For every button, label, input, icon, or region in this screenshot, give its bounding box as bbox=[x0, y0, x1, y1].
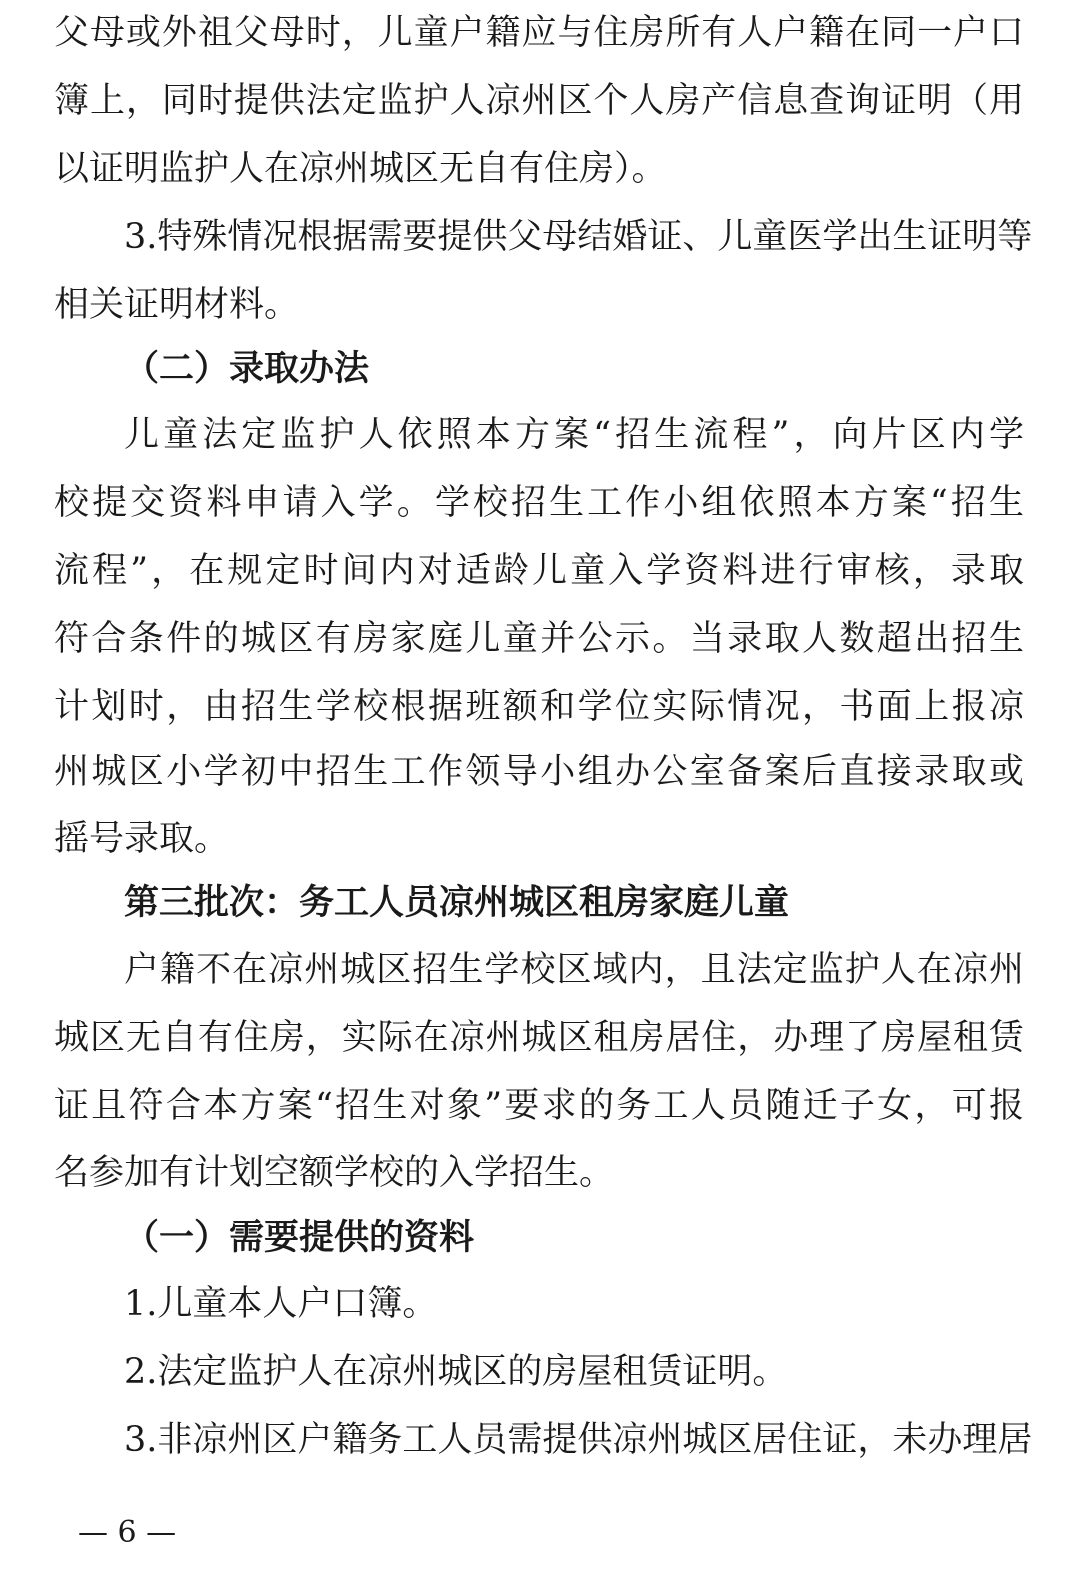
text-line: 儿童法定监护人依照本方案“招生流程”，向片区内学 bbox=[124, 415, 1024, 455]
text-line: 州城区小学初中招生工作领导小组办公室备案后直接录取或 bbox=[54, 752, 1024, 792]
list-item: 2.法定监护人在凉州城区的房屋租赁证明。 bbox=[124, 1352, 788, 1392]
page-number: — 6 — bbox=[78, 1515, 177, 1550]
text-line: 父母或外祖父母时，儿童户籍应与住房所有人户籍在同一户口 bbox=[54, 13, 1024, 53]
batch-heading: 第三批次：务工人员凉州城区租房家庭儿童 bbox=[124, 882, 790, 923]
text-line: 以证明监护人在凉州城区无自有住房）。 bbox=[54, 149, 667, 189]
text-line: 摇号录取。 bbox=[54, 819, 230, 859]
section-heading: （一）需要提供的资料 bbox=[124, 1217, 475, 1258]
list-item: 3.非凉州区户籍务工人员需提供凉州城区居住证，未办理居 bbox=[124, 1420, 1033, 1460]
text-line: 证且符合本方案“招生对象”要求的务工人员随迁子女，可报 bbox=[54, 1086, 1024, 1126]
text-line: 流程”，在规定时间内对适龄儿童入学资料进行审核，录取 bbox=[54, 551, 1024, 591]
text-line: 名参加有计划空额学校的入学招生。 bbox=[54, 1153, 615, 1193]
text-line: 城区无自有住房，实际在凉州城区租房居住，办理了房屋租赁 bbox=[54, 1018, 1024, 1058]
text-line: 户籍不在凉州城区招生学校区域内，且法定监护人在凉州 bbox=[124, 950, 1024, 990]
text-line: 簿上，同时提供法定监护人凉州区个人房产信息查询证明（用 bbox=[54, 81, 1024, 121]
text-line: 符合条件的城区有房家庭儿童并公示。当录取人数超出招生 bbox=[54, 619, 1024, 659]
section-heading: （二）录取办法 bbox=[124, 348, 370, 389]
text-line: 校提交资料申请入学。学校招生工作小组依照本方案“招生 bbox=[54, 483, 1024, 523]
text-line: 相关证明材料。 bbox=[54, 285, 300, 325]
text-line: 计划时，由招生学校根据班额和学位实际情况，书面上报凉 bbox=[54, 687, 1024, 727]
text-line: 3.特殊情况根据需要提供父母结婚证、儿童医学出生证明等 bbox=[124, 217, 1033, 257]
list-item: 1.儿童本人户口簿。 bbox=[124, 1284, 438, 1324]
